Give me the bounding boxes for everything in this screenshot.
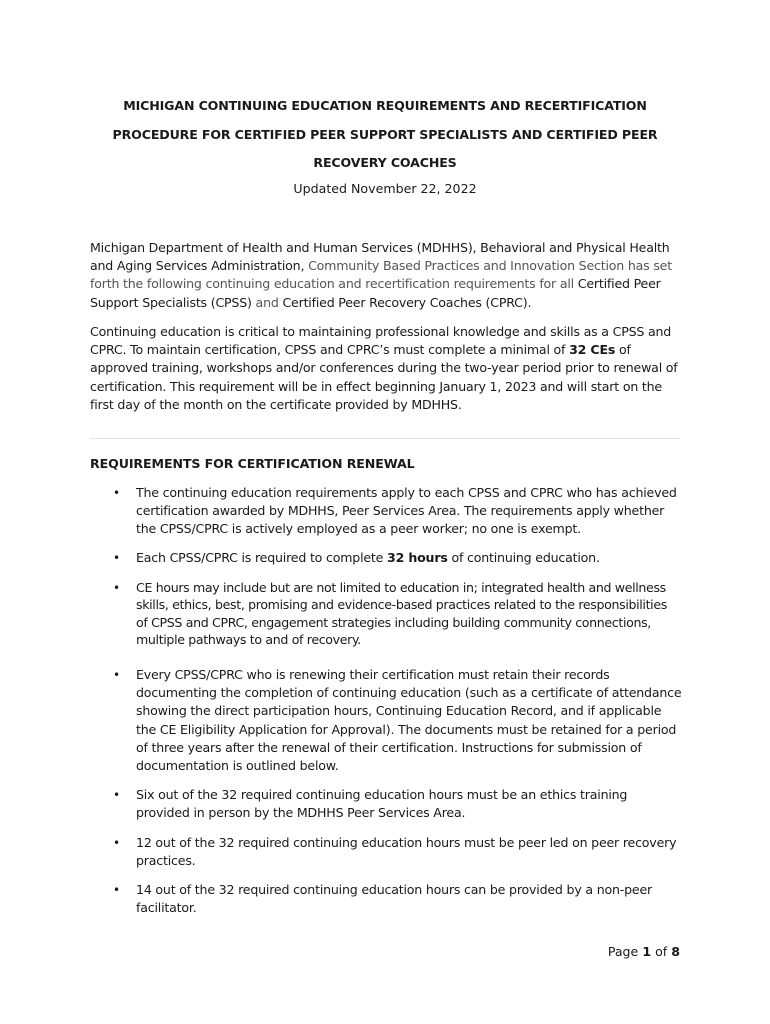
bullet-line: 12 out of the 32 required continuing education hours must be peer led on peer recovery bbox=[136, 835, 677, 850]
bullet-line: practices. bbox=[136, 853, 196, 869]
document-title bbox=[90, 92, 680, 178]
intro-text: and Aging Services Administration, bbox=[90, 258, 309, 274]
intro-text: Certified Peer Recovery Coaches (CPRC). bbox=[282, 294, 532, 310]
bullet-text bbox=[136, 484, 696, 539]
para2-line-1: Continuing education is critical to maintaining professional knowledge and skills as a CPSS and bbox=[90, 324, 672, 339]
bullet-icon: • bbox=[113, 581, 120, 595]
title-line-1: MICHIGAN CONTINUING EDUCATION REQUIREMENTS AND RECERTIFICATION bbox=[123, 98, 647, 113]
intro-line-2 bbox=[90, 257, 690, 275]
bullet-line: certification awarded by MDHHS, Peer Services Area. The requirements apply whether bbox=[136, 503, 665, 519]
intro-line-3 bbox=[90, 275, 690, 293]
bullet-line: multiple pathways to and of recovery. bbox=[136, 632, 361, 648]
bullet-text bbox=[136, 666, 696, 775]
section-heading: REQUIREMENTS FOR CERTIFICATION RENEWAL bbox=[90, 456, 415, 471]
updated-date: Updated November 22, 2022 bbox=[293, 181, 477, 196]
bullet-icon: • bbox=[113, 836, 120, 850]
para2-line-5: first day of the month on the certificate provided by MDHHS. bbox=[90, 396, 462, 412]
bullet-line: facilitator. bbox=[136, 900, 197, 916]
bullet-line: The continuing education requirements apply to each CPSS and CPRC who has achieved bbox=[136, 485, 677, 500]
section-divider bbox=[90, 438, 680, 439]
para2-line-2 bbox=[90, 341, 690, 359]
bullet-line: showing the direct participation hours, Continuing Education Record, and if applicable bbox=[136, 703, 662, 719]
bullet-line: of CPSS and CPRC, engagement strategies including building community connections, bbox=[136, 614, 651, 630]
bullet-line: documentation is outlined below. bbox=[136, 758, 339, 774]
para2-text: of bbox=[615, 342, 631, 358]
bullet-text bbox=[136, 881, 696, 917]
bullet-icon: • bbox=[113, 668, 120, 682]
bullet-text bbox=[136, 786, 696, 822]
intro-text: forth the following continuing education and recertification requirements for all bbox=[90, 276, 578, 292]
ce-count-emphasis: 32 CEs bbox=[569, 342, 616, 358]
bullet-text bbox=[136, 579, 696, 649]
intro-text: Certified Peer bbox=[577, 276, 661, 292]
bullet-line bbox=[136, 549, 696, 567]
intro-text: Support Specialists (CPSS) bbox=[90, 294, 256, 310]
bullet-text-part: Each CPSS/CPRC is required to complete bbox=[136, 550, 388, 565]
para2-line-4: certification. This requirement will be in effect beginning January 1, 2023 and will start on the bbox=[90, 378, 662, 394]
bullet-icon: • bbox=[113, 788, 120, 802]
intro-paragraph bbox=[90, 239, 690, 312]
bullet-line: the CE Eligibility Application for Approval). The documents must be retained for a period bbox=[136, 721, 677, 737]
title-line-2: PROCEDURE FOR CERTIFIED PEER SUPPORT SPECIALISTS AND CERTIFIED PEER bbox=[112, 126, 658, 142]
bullet-icon: • bbox=[113, 551, 120, 565]
of-label: of bbox=[651, 944, 672, 959]
bullet-line: provided in person by the MDHHS Peer Services Area. bbox=[136, 805, 466, 821]
bullet-line: documenting the completion of continuing education (such as a certificate of attendance bbox=[136, 685, 682, 701]
bullet-icon: • bbox=[113, 486, 120, 500]
bullet-line: skills, ethics, best, promising and evidence-based practices related to the responsibilities bbox=[136, 597, 667, 613]
bullet-line: CE hours may include but are not limited to education in; integrated health and wellness bbox=[136, 580, 666, 595]
hours-emphasis: 32 hours bbox=[387, 550, 448, 565]
intro-line-4 bbox=[90, 294, 690, 312]
intro-section-name: Community Based Practices and Innovation Section has set bbox=[308, 258, 672, 274]
bullet-line: of three years after the renewal of their certification. Instructions for submission of bbox=[136, 739, 642, 755]
bullet-line: Six out of the 32 required continuing education hours must be an ethics training bbox=[136, 787, 628, 802]
bullet-line: Every CPSS/CPRC who is renewing their certification must retain their records bbox=[136, 667, 610, 682]
current-page: 1 bbox=[642, 944, 652, 959]
bullet-text-part: of continuing education. bbox=[447, 550, 600, 565]
page-label: Page bbox=[607, 944, 643, 959]
bullet-icon: • bbox=[113, 883, 120, 897]
bullet-text bbox=[136, 549, 696, 567]
page-number bbox=[608, 943, 680, 961]
para2-text: CPRC. To maintain certification, CPSS and CPRC’s must complete a minimal of bbox=[90, 342, 570, 358]
intro-text: and bbox=[255, 294, 283, 310]
bullet-line: the CPSS/CPRC is actively employed as a peer worker; no one is exempt. bbox=[136, 521, 581, 537]
intro-line-1: Michigan Department of Health and Human Services (MDHHS), Behavioral and Physical Health bbox=[90, 240, 670, 255]
title-line-3: RECOVERY COACHES bbox=[313, 155, 457, 170]
bullet-line: 14 out of the 32 required continuing education hours can be provided by a non-peer bbox=[136, 882, 652, 897]
para2-line-3: approved training, workshops and/or conferences during the two-year period prior to renewal of bbox=[90, 360, 678, 376]
total-pages: 8 bbox=[671, 944, 680, 959]
continuing-education-paragraph bbox=[90, 323, 690, 414]
bullet-text bbox=[136, 834, 696, 870]
